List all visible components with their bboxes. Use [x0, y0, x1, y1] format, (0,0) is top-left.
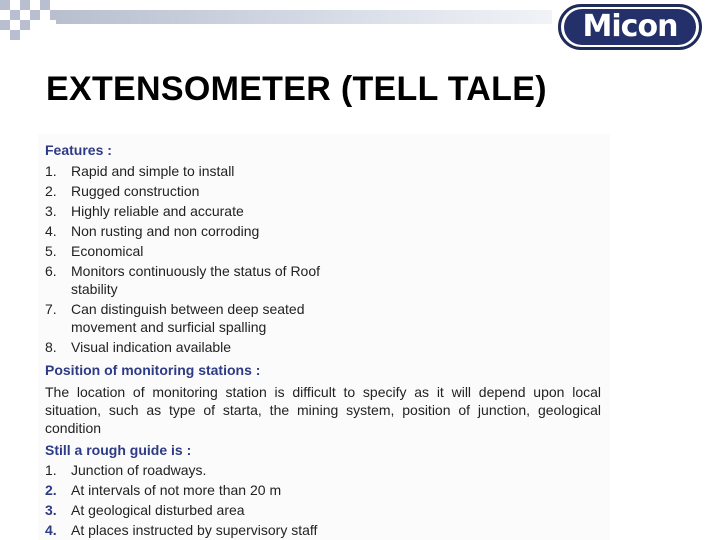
item-number: 1.: [45, 163, 57, 179]
item-text: Rapid and simple to install: [71, 163, 235, 179]
checker-decoration: [0, 0, 60, 44]
item-number: 3.: [45, 502, 57, 518]
item-text: Highly reliable and accurate: [71, 203, 244, 219]
position-heading: Position of monitoring stations :: [45, 362, 261, 378]
item-number: 4.: [45, 223, 57, 239]
item-number: 5.: [45, 243, 57, 259]
item-number: 3.: [45, 203, 57, 219]
position-paragraph: The location of monitoring station is difficult to specify as it will depend upon local situation, such as type of starta, the mining system, position of junction, geological condition: [45, 384, 601, 436]
item-number: 6.: [45, 263, 57, 279]
micon-logo: [558, 4, 702, 50]
item-number: 2.: [45, 482, 57, 498]
item-continuation: movement and surficial spalling: [71, 319, 267, 335]
header-gradient-band: [56, 10, 552, 24]
slide-title: EXTENSOMETER (TELL TALE): [46, 70, 547, 108]
guide-heading: Still a rough guide is :: [45, 442, 192, 458]
item-text: At intervals of not more than 20 m: [71, 482, 282, 498]
item-continuation: stability: [71, 281, 118, 297]
item-number: 4.: [45, 522, 57, 538]
features-heading: Features :: [45, 142, 112, 158]
item-number: 8.: [45, 339, 57, 355]
item-text: Can distinguish between deep seated: [71, 301, 305, 317]
item-text: Rugged construction: [71, 183, 200, 199]
item-text: At places instructed by supervisory staff: [71, 522, 318, 538]
scanned-document: [38, 134, 610, 540]
item-text: Junction of roadways.: [71, 462, 207, 478]
item-number: 1.: [45, 462, 57, 478]
item-number: 2.: [45, 183, 57, 199]
item-text: Visual indication available: [71, 339, 232, 355]
logo-badge: [564, 9, 696, 45]
item-number: 7.: [45, 301, 57, 317]
item-text: Monitors continuously the status of Roof: [71, 263, 321, 279]
logo-text: Micon: [582, 9, 678, 44]
item-text: Economical: [71, 243, 144, 259]
item-text: At geological disturbed area: [71, 502, 245, 518]
item-text: Non rusting and non corroding: [71, 223, 260, 239]
